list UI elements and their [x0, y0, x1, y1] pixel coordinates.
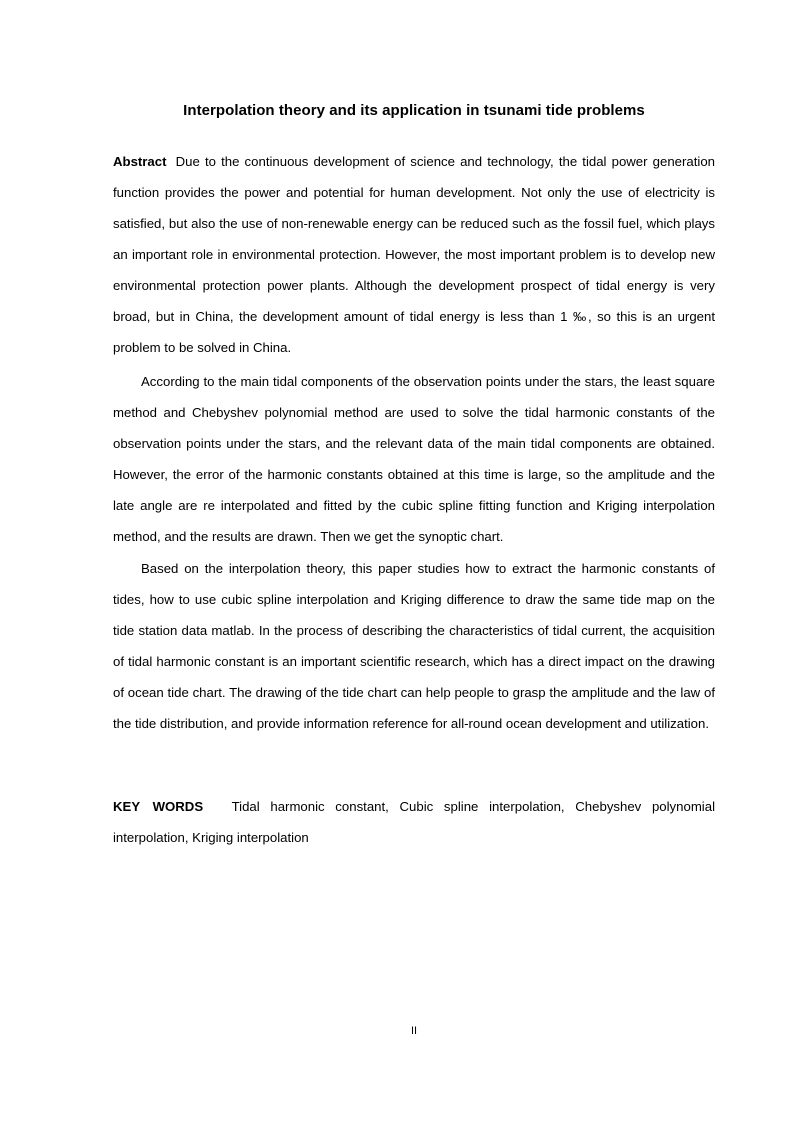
- paper-title: Interpolation theory and its application in tsunami tide problems: [183, 102, 645, 119]
- keywords-paragraph: [113, 791, 715, 853]
- keywords-text: Tidal harmonic constant, Cubic spline interpolation, Chebyshev polynomial interpolation, Kriging interpolation: [113, 799, 715, 845]
- page-number: II: [410, 1025, 418, 1037]
- keywords-section: [113, 791, 715, 853]
- abstract-paragraph: [113, 146, 715, 363]
- abstract-paragraph-2: According to the main tidal components of the observation points under the stars, the least square method and Chebyshev polynomial method are used to solve the tidal harmonic constants of the observation points under the stars, and the relevant data of the main tidal components are obtained. However, the error of the harmonic constants obtained at this time is large, so the amplitude and the late angle are re interpolated and fitted by the cubic spline fitting function and Kriging interpolation method, and the results are drawn. Then we get the synoptic chart.: [113, 374, 715, 544]
- abstract-paragraph-3: Based on the interpolation theory, this paper studies how to extract the harmonic constants of tides, how to use cubic spline interpolation and Kriging difference to draw the same tide map on the tide station data matlab. In the process of describing the characteristics of tidal current, the acquisition of tidal harmonic constant is an important scientific research, which has a direct impact on the drawing of ocean tide chart. The drawing of the tide chart can help people to grasp the amplitude and the law of the tide distribution, and provide information reference for all-round ocean development and utilization.: [113, 561, 715, 731]
- keywords-label: KEY WORDS: [113, 799, 204, 814]
- abstract-paragraph-2-block: [113, 366, 715, 552]
- abstract-section: [113, 146, 715, 363]
- abstract-paragraph-3-block: [113, 553, 715, 739]
- abstract-text: Due to the continuous development of science and technology, the tidal power generation function provides the power and potential for human development. Not only the use of electricity is satisfied, but also the use of non-renewable energy can be reduced such as the fossil fuel, which plays an important role in environmental protection. However, the most important problem is to develop new environmental protection power plants. Although the development prospect of tidal energy is very broad, but in China, the development amount of tidal energy is less than 1 ‰, so this is an urgent problem to be solved in China.: [113, 154, 715, 355]
- abstract-label: Abstract: [113, 154, 167, 169]
